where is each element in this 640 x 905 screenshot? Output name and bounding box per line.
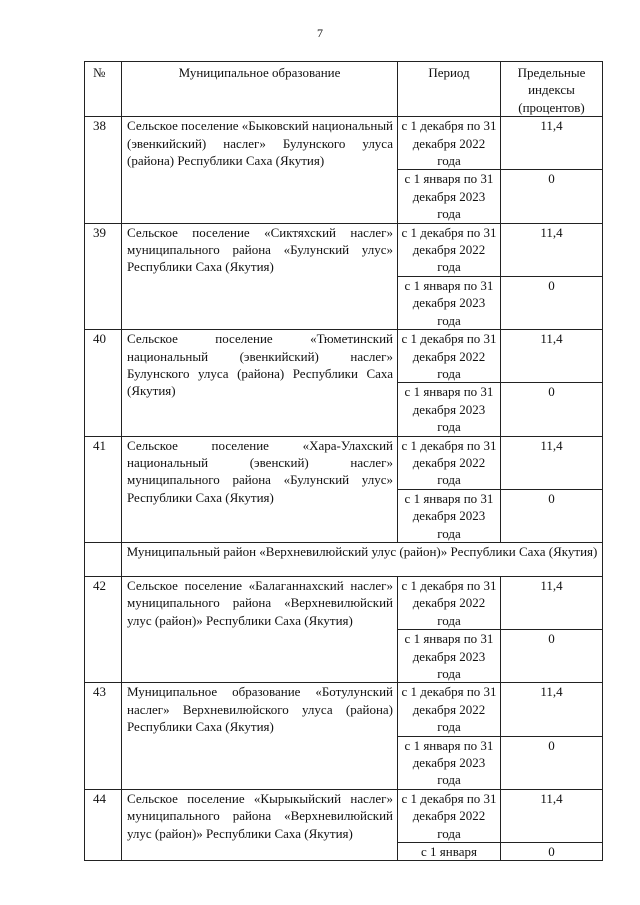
index-2022: 11,4 [501,223,603,276]
period-2023: с 1 января по 31 декабря 2023 года [398,630,501,683]
period-2022: с 1 декабря по 31 декабря 2022 года [398,223,501,276]
row-number: 40 [85,330,122,436]
index-2022: 11,4 [501,576,603,629]
table-row [85,330,603,383]
period-2023: с 1 января [398,843,501,861]
table-row [85,223,603,276]
index-2022: 11,4 [501,789,603,842]
row-number: 41 [85,436,122,542]
group-title: Муниципальный район «Верхневилюйский улус (район)» Республики Саха (Якутия) [122,542,603,576]
table-body-verkhnevilyuysk [85,576,603,861]
period-2022: с 1 декабря по 31 декабря 2022 года [398,117,501,170]
period-2022: с 1 декабря по 31 декабря 2022 года [398,789,501,842]
index-2023: 0 [501,276,603,329]
table-row [85,576,603,629]
index-2023: 0 [501,736,603,789]
period-2023: с 1 января по 31 декабря 2023 года [398,170,501,223]
period-2023: с 1 января по 31 декабря 2023 года [398,276,501,329]
period-2023: с 1 января по 31 декабря 2023 года [398,383,501,436]
header-index: Предельные индексы (процентов) [501,62,603,117]
tariff-index-table [84,61,603,861]
municipality-name: Сельское поселение «Балаганнахский наслег» муниципального района «Верхневилюйский улус (район)» Республики Саха (Якутия) [122,576,398,682]
index-2022: 11,4 [501,330,603,383]
page-number: 7 [317,26,323,40]
row-number: 42 [85,576,122,682]
group-num-cell [85,542,122,576]
period-2023: с 1 января по 31 декабря 2023 года [398,489,501,542]
index-2023: 0 [501,170,603,223]
row-number: 38 [85,117,122,223]
municipality-name: Сельское поселение «Тюметинский национальный (эвенкийский) наслег» Булунского улуса (района) Республики Саха (Якутия) [122,330,398,436]
row-number: 43 [85,683,122,789]
municipality-name: Сельское поселение «Быковский национальный (эвенкийский) наслег» Булунского улуса (района) Республики Саха (Якутия) [122,117,398,223]
table-row [85,789,603,842]
period-2022: с 1 декабря по 31 декабря 2022 года [398,330,501,383]
header-municipality: Муниципальное образование [122,62,398,117]
index-2022: 11,4 [501,436,603,489]
period-2022: с 1 декабря по 31 декабря 2022 года [398,576,501,629]
table-row [85,117,603,170]
header-num: № [85,62,122,117]
row-number: 39 [85,223,122,329]
period-2023: с 1 января по 31 декабря 2023 года [398,736,501,789]
header-period: Период [398,62,501,117]
index-2022: 11,4 [501,117,603,170]
index-2023: 0 [501,630,603,683]
municipality-name: Муниципальное образование «Ботулунский наслег» Верхневилюйского улуса (района) Республики Саха (Якутия) [122,683,398,789]
municipality-name: Сельское поселение «Хара-Улахский национальный (эвенский) наслег» муниципального района «Булунский улус» Республики Саха (Якутия) [122,436,398,542]
period-2022: с 1 декабря по 31 декабря 2022 года [398,436,501,489]
table-body-bulun [85,117,603,543]
table-row [85,436,603,489]
group-row [85,542,603,576]
table-header-row [85,62,603,117]
index-2022: 11,4 [501,683,603,736]
index-2023: 0 [501,489,603,542]
municipality-name: Сельское поселение «Сиктяхский наслег» муниципального района «Булунский улус» Республики Саха (Якутия) [122,223,398,329]
period-2022: с 1 декабря по 31 декабря 2022 года [398,683,501,736]
table-row [85,683,603,736]
municipality-name: Сельское поселение «Кырыкыйский наслег» муниципального района «Верхневилюйский улус (район)» Республики Саха (Якутия) [122,789,398,861]
index-2023: 0 [501,843,603,861]
table-body-group-heading [85,542,603,576]
index-2023: 0 [501,383,603,436]
row-number: 44 [85,789,122,861]
